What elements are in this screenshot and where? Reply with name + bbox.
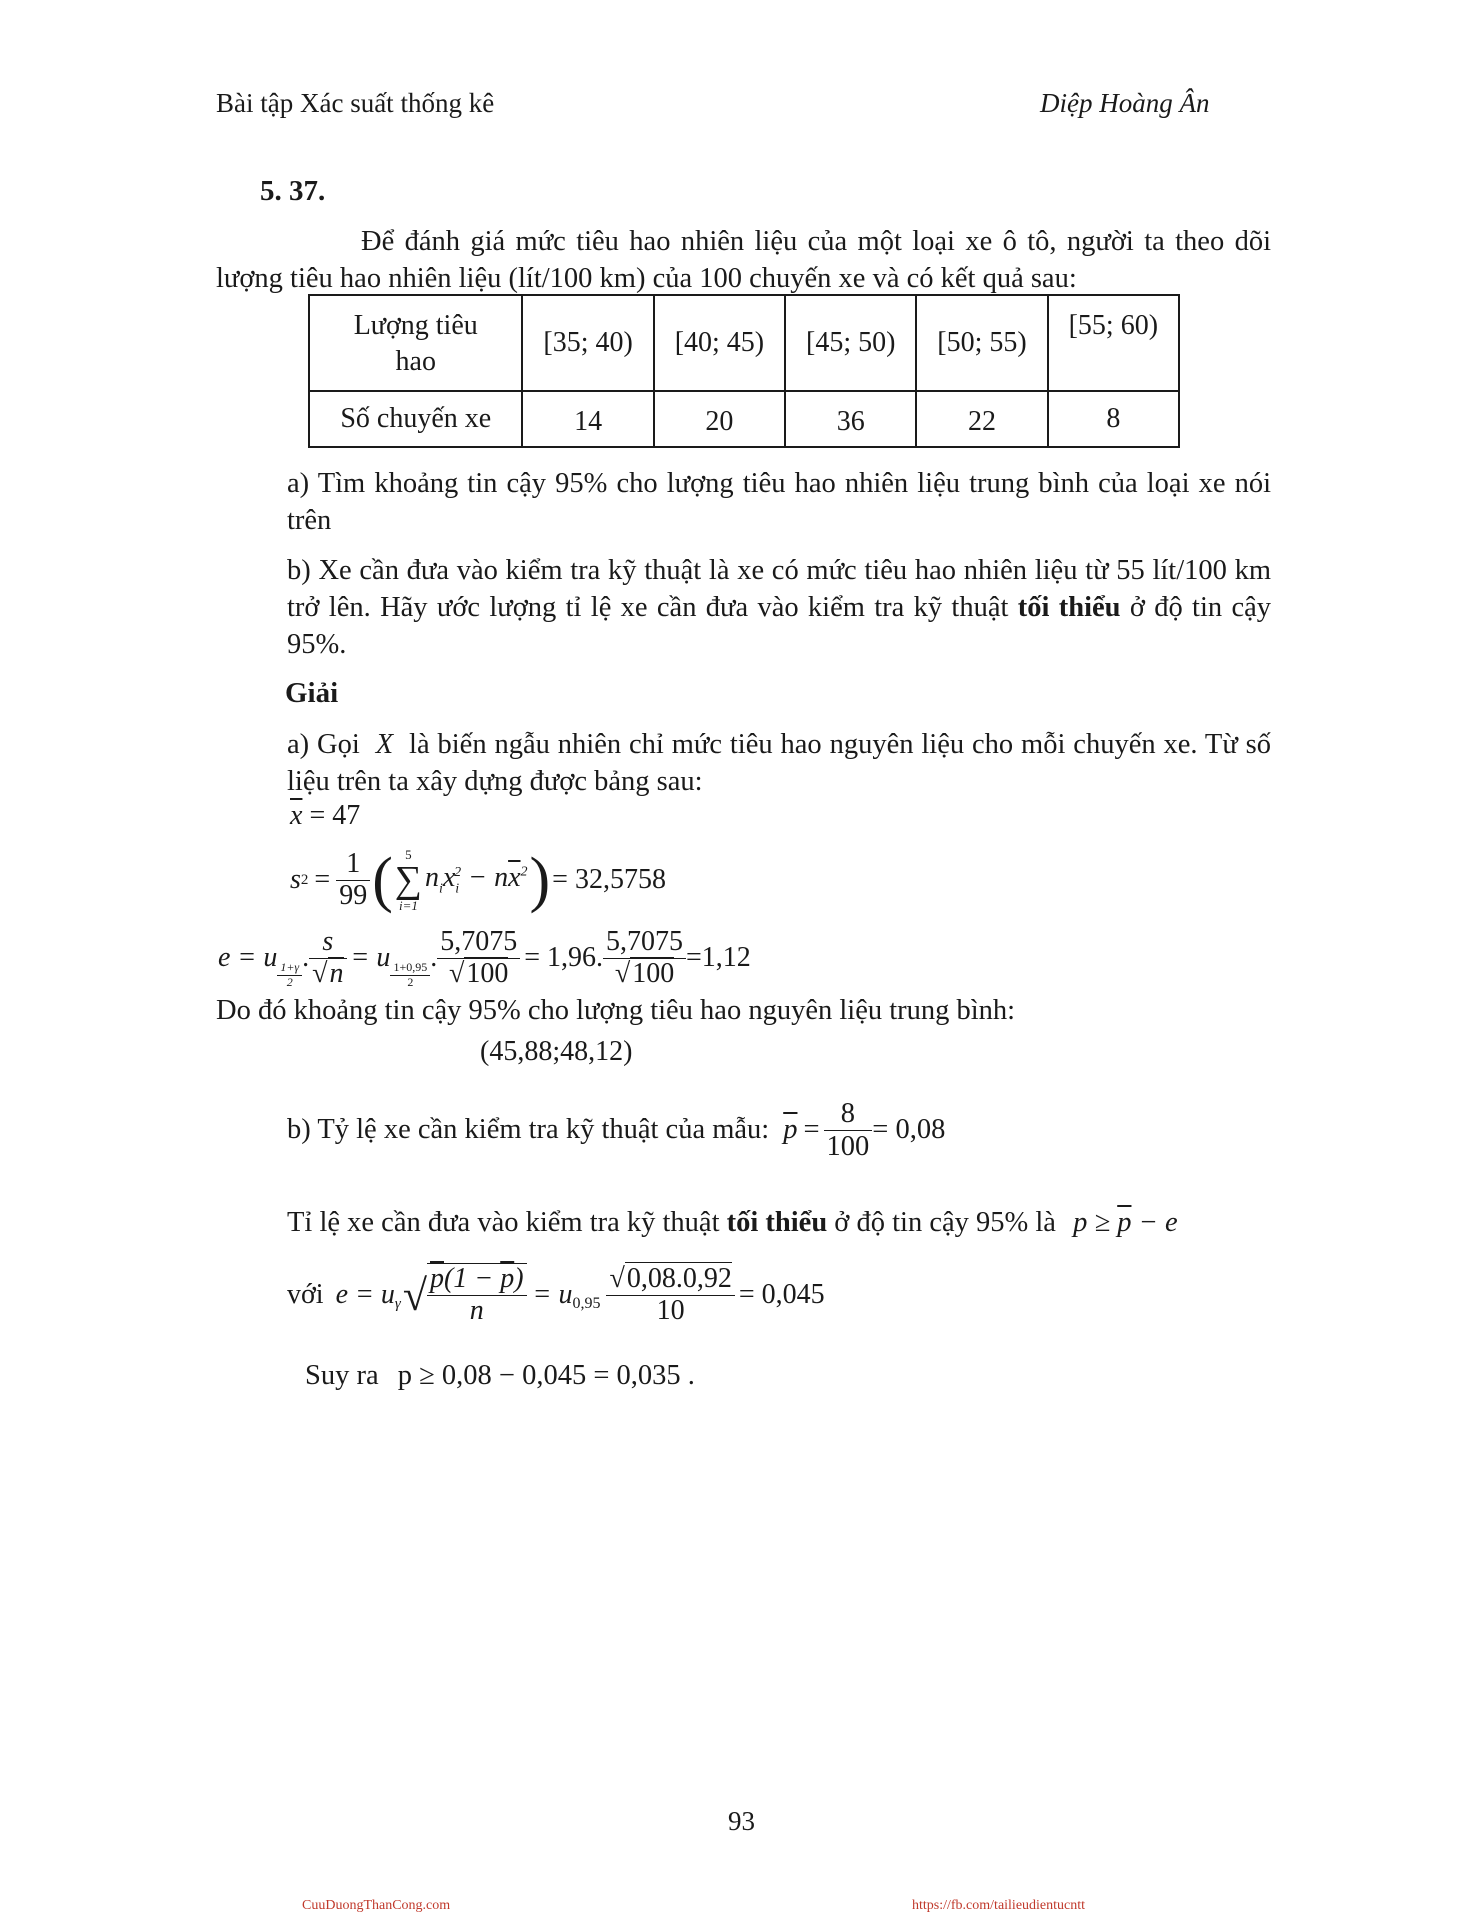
page-number: 93 xyxy=(728,1806,755,1836)
sample-proportion-line: b) Tỷ lệ xe cần kiểm tra kỹ thuật của mẫu: $\overline{p}$ = $\frac{8}{100}$ = 0,08 xyxy=(287,1098,946,1162)
table-cell: [40; 45) xyxy=(654,295,785,391)
variance-fraction: $\frac{1}{99}$ xyxy=(336,849,370,912)
footer-right-link[interactable]: https://fb.com/tailieudientucntt xyxy=(912,1898,1086,1913)
table-row xyxy=(309,391,1179,447)
variance-equation: s 2 = $\frac{1}{99}$ ( 5 ∑ i=1 $n_ix_i^2 - n\overline{x}^2$ ) = 32,5758 xyxy=(290,846,666,914)
table-cell: [45; 50) xyxy=(785,295,916,391)
intro-paragraph: Để đánh giá mức tiêu hao nhiên liệu của một loại xe ô tô, người ta theo dõi lượng tiêu hao nhiên liệu (lít/100 km) của 100 chuyến xe và có kết quả sau: xyxy=(216,226,1271,294)
solution-a-paragraph: a) Gọi X là biến ngẫu nhiên chỉ mức tiêu hao nguyên liệu cho mỗi chuyến xe. Từ số liệu trên ta xây dựng được bảng sau: xyxy=(287,729,1272,797)
question-b: b) Xe cần đưa vào kiểm tra kỹ thuật là xe có mức tiêu hao nhiên liệu từ 55 lít/100 km trở lên. Hãy ước lượng tỉ lệ xe cần đưa vào kiểm tra kỹ thuật tối thiểu ở độ tin cậy 95%. xyxy=(287,555,1272,660)
table-cell: 22 xyxy=(916,391,1047,447)
header-right: Diệp Hoàng Ân xyxy=(1040,88,1210,118)
table-row-label: Số chuyến xe xyxy=(309,391,522,447)
table-cell: 8 xyxy=(1048,391,1179,447)
ci-text: Do đó khoảng tin cậy 95% cho lượng tiêu hao nguyên liệu trung bình: xyxy=(216,995,1016,1026)
table-cell: [35; 40) xyxy=(522,295,653,391)
question-a: a) Tìm khoảng tin cậy 95% cho lượng tiêu hao nhiên liệu trung bình của loại xe nói trên xyxy=(287,468,1271,536)
mean-equation: $\overline{x} = 47$ xyxy=(290,800,361,831)
table-cell: 20 xyxy=(654,391,785,447)
final-conclusion: Suy ra p ≥ 0,08 − 0,045 = 0,035 . xyxy=(305,1360,695,1391)
table-row xyxy=(309,295,1179,391)
table-cell: [55; 60) xyxy=(1048,295,1179,391)
header-left: Bài tập Xác suất thống kê xyxy=(216,88,495,118)
frequency-table xyxy=(308,294,1180,448)
footer-left-link[interactable]: CuuDuongThanCong.com xyxy=(302,1898,451,1913)
error-proportion-equation: với e = u $_\gamma$ √ $\frac{p(1 - \overline{p})}{n}$ = u $_{0,95}$ $\frac{√0,08.0,92}{10}$ = 0,045 xyxy=(287,1262,825,1326)
problem-number: 5. 37. xyxy=(260,175,326,207)
variable-x: X xyxy=(375,729,394,760)
sum-symbol: ∑ xyxy=(394,859,422,901)
table-cell: 14 xyxy=(522,391,653,447)
ci-value: (45,88;48,12) xyxy=(480,1036,633,1067)
table-header-label: Lượng tiêu hao xyxy=(309,295,522,391)
error-equation: e = u $\frac{1+\gamma}{2}$ . $\frac{s}{√n}$ = u $\frac{1+0,95}{2}$ . $\frac{5,7075}{√100}$ = 1,96. $\frac{5,7075}{√100}$ =1,12 xyxy=(218,925,751,989)
table-cell: [50; 55) xyxy=(916,295,1047,391)
table-cell: 36 xyxy=(785,391,916,447)
min-proportion-line: Tỉ lệ xe cần đưa vào kiểm tra kỹ thuật tối thiểu ở độ tin cậy 95% là $p \ge \overline{p} - e$ xyxy=(287,1207,1178,1238)
solution-heading: Giải xyxy=(285,677,339,709)
